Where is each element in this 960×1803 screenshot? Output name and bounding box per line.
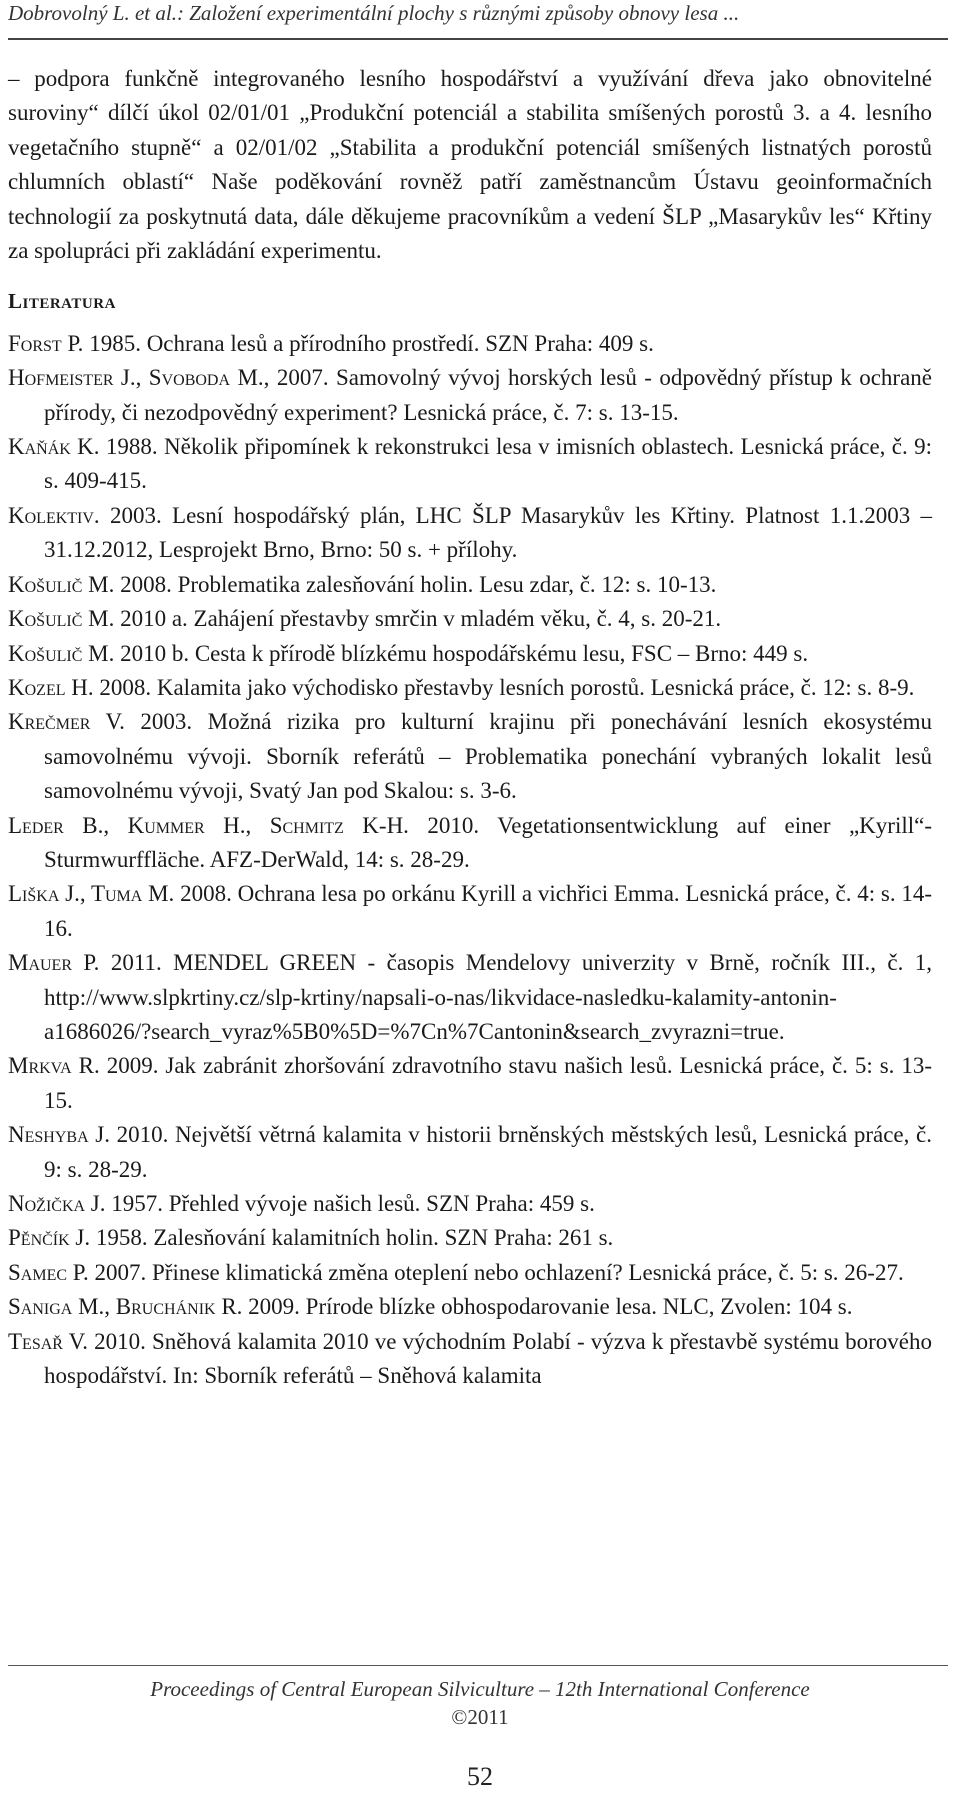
reference-details: 2010. Vegetationsentwicklung auf einer „Kyrill“-Sturmwurffläche. AFZ-DerWald, 14: s. 28-29. xyxy=(44,812,932,872)
reference-entry xyxy=(8,637,932,671)
reference-details: 1985. Ochrana lesů a přírodního prostředí. SZN Praha: 409 s. xyxy=(83,330,654,356)
footer-rule xyxy=(8,1665,948,1666)
reference-entry xyxy=(8,877,932,946)
reference-authors: Kozel H. xyxy=(8,674,94,700)
reference-entry xyxy=(8,1290,932,1324)
reference-details: 2008. Kalamita jako východisko přestavby lesních porostů. Lesnická práce, č. 12: s. 8-9. xyxy=(93,674,915,700)
reference-details: 2010 a. Zahájení přestavby smrčin v mladém věku, č. 4, s. 20-21. xyxy=(114,606,722,632)
reference-authors: Krečmer V. xyxy=(8,709,125,735)
reference-authors: Saniga M., Bruchánik R. xyxy=(8,1294,243,1320)
reference-entry xyxy=(8,499,932,568)
reference-entry xyxy=(8,1256,932,1290)
footer-proceedings: Proceedings of Central European Silviculture – 12th International Conference xyxy=(150,1677,810,1701)
reference-authors: Neshyba J. xyxy=(8,1122,110,1148)
main-text xyxy=(8,62,932,1393)
reference-authors: Tesař V. xyxy=(8,1328,89,1354)
footer-copyright: ©2011 xyxy=(451,1705,509,1729)
reference-authors: Forst P. xyxy=(8,330,84,356)
reference-entry xyxy=(8,705,932,808)
reference-entry xyxy=(8,430,932,499)
reference-entry xyxy=(8,1325,932,1394)
reference-details: 2010. Největší větrná kalamita v historii brněnských městských lesů, Lesnická práce, č. 9: s. 28-29. xyxy=(44,1122,932,1182)
reference-entry xyxy=(8,361,932,430)
header-rule xyxy=(8,38,948,40)
reference-details: 2007. Přinese klimatická změna oteplení nebo ochlazení? Lesnická práce, č. 5: s. 26-27. xyxy=(88,1259,904,1285)
reference-details: 2009. Jak zabránit zhoršování zdravotního stavu našich lesů. Lesnická práce, č. 5: s. 13-15. xyxy=(44,1053,932,1113)
reference-authors: Košulič M. xyxy=(8,571,115,597)
reference-details: 2008. Ochrana lesa po orkánu Kyrill a vichřici Emma. Lesnická práce, č. 4: s. 14-16. xyxy=(44,881,932,941)
reference-details: 1988. Několik připomínek k rekonstrukci lesa v imisních oblastech. Lesnická práce, č. 9: s. 409-415. xyxy=(44,434,932,494)
reference-details: 2003. Lesní hospodářský plán, LHC ŠLP Masarykův les Křtiny. Platnost 1.1.2003 – 31.12.2012, Lesprojekt Brno, Brno: 50 s. + přílohy. xyxy=(44,502,932,563)
running-header: Dobrovolný L. et al.: Založení experimentální plochy s různými způsoby obnovy lesa ... xyxy=(8,1,740,25)
reference-entry xyxy=(8,568,932,602)
reference-details: 2008. Problematika zalesňování holin. Lesu zdar, č. 12: s. 10-13. xyxy=(114,571,717,597)
reference-entry xyxy=(8,1221,932,1255)
page-number: 52 xyxy=(467,1762,493,1791)
reference-details: 1958. Zalesňování kalamitních holin. SZN Praha: 261 s. xyxy=(90,1225,614,1251)
reference-authors: Nožička J. xyxy=(8,1191,106,1216)
reference-entry xyxy=(8,602,932,636)
reference-entry xyxy=(8,946,932,1049)
reference-entry xyxy=(8,327,932,361)
reference-authors: Liška J., Tuma M. xyxy=(8,881,175,907)
reference-details: , 2007. Samovolný vývoj horských lesů - odpovědný přístup k ochraně přírody, či nezodpovědný experiment? Lesnická práce, č. 7: s. 13-15. xyxy=(44,365,932,425)
reference-authors: Kolektiv. xyxy=(8,502,100,528)
reference-entry xyxy=(8,809,932,878)
reference-entry xyxy=(8,1118,932,1187)
reference-details: 2010. Sněhová kalamita 2010 ve východním Polabí - výzva k přestavbě systému borového hospodářství. In: Sborník referátů – Sněhová kalamita xyxy=(44,1328,932,1389)
reference-authors: Hofmeister J., Svoboda M. xyxy=(8,365,264,391)
reference-details: 1957. Přehled vývoje našich lesů. SZN Praha: 459 s. xyxy=(105,1191,595,1216)
reference-authors: Pěnčík J. xyxy=(8,1225,91,1251)
acknowledgement-paragraph: – podpora funkčně integrovaného lesního hospodářství a využívání dřeva jako obnovitelné suroviny“ dílčí úkol 02/01/01 „Produkční potenciál a stabilita smíšených porostů 3. a 4. lesního vegetačního stupně“ a 02/01/02 „Stabilita a produkční potenciál smíšených listnatých porostů chlumních oblastí“ Naše poděkování rovněž patří zaměstnancům Ústavu geoinformačních technologií za poskytnutá data, dále děkujeme pracovníkům a vedení ŠLP „Masarykův les“ Křtiny za spolupráci při zakládání experimentu. xyxy=(8,66,932,264)
reference-list xyxy=(8,327,932,1394)
reference-entry xyxy=(8,1049,932,1118)
reference-details: 2009. Prírode blízke obhospodarovanie lesa. NLC, Zvolen: 104 s. xyxy=(242,1294,853,1320)
reference-entry xyxy=(8,1187,932,1221)
reference-details: 2003. Možná rizika pro kulturní krajinu při ponechávání lesních ekosystému samovolnému vývoji. Sborník referátů – Problematika ponechání vybraných lokalit lesů samovolnému vývoji, Svatý Jan pod Skalou: s. 3-6. xyxy=(44,709,932,804)
section-heading-references: Literatura xyxy=(8,289,116,314)
reference-authors: Leder B., Kummer H., Schmitz K-H. xyxy=(8,812,409,838)
reference-entry xyxy=(8,671,932,705)
reference-authors: Kaňák K. xyxy=(8,434,100,460)
reference-authors: Mrkva R. xyxy=(8,1053,100,1079)
reference-authors: Košulič M. xyxy=(8,606,115,632)
reference-authors: Mauer P. xyxy=(8,950,100,976)
reference-authors: Košulič M. xyxy=(8,640,115,666)
reference-details: 2011. MENDEL GREEN - časopis Mendelovy univerzity v Brně, ročník III., č. 1, http://www.slpkrtiny.cz/slp-krtiny/napsali-o-nas/likvidace-nasledku-kalamity-antonin-a1686026/?search_vyraz%5B0%5D=%7Cn%7Cantonin&search_zvyrazni=true. xyxy=(44,950,932,1044)
reference-authors: Samec P. xyxy=(8,1259,89,1285)
reference-details: 2010 b. Cesta k přírodě blízkému hospodářskému lesu, FSC – Brno: 449 s. xyxy=(114,640,809,666)
